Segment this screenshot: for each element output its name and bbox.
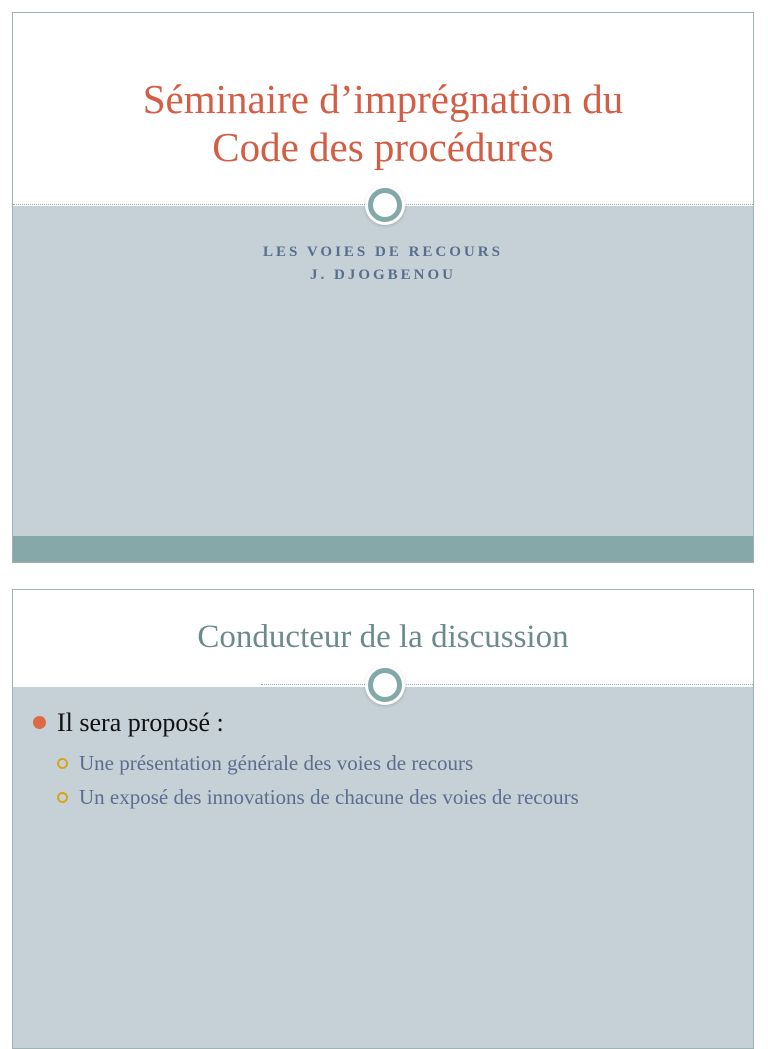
sub-bullet-ring-icon [57, 792, 68, 803]
presentation-subtitle [13, 241, 753, 287]
bullet-dot-icon [33, 716, 46, 729]
ring-ornament-icon [368, 668, 402, 702]
sub-bullet-text: Un exposé des innovations de chacune des voies de recours [79, 785, 579, 809]
ring-ornament-icon [368, 188, 402, 222]
sub-bullet-text: Une présentation générale des voies de recours [79, 751, 474, 775]
title-line-2: Code des procédures [212, 124, 554, 170]
header-divider [261, 684, 754, 685]
slide-title[interactable] [12, 12, 754, 563]
slide-outline[interactable] [12, 589, 754, 1049]
title-line-1: Séminaire d’imprégnation du [142, 76, 624, 122]
presentation-title [13, 75, 753, 171]
bullet-text: Il sera proposé : [57, 708, 224, 737]
header-divider-secondary [261, 689, 754, 690]
sub-bullet-ring-icon [57, 758, 68, 769]
slide-footer-bar [13, 536, 753, 562]
slide-title: Conducteur de la discussion [197, 619, 569, 655]
subtitle-line-1: LES VOIES DE RECOURS [263, 244, 503, 260]
subtitle-line-2: J. DJOGBENOU [309, 267, 456, 283]
